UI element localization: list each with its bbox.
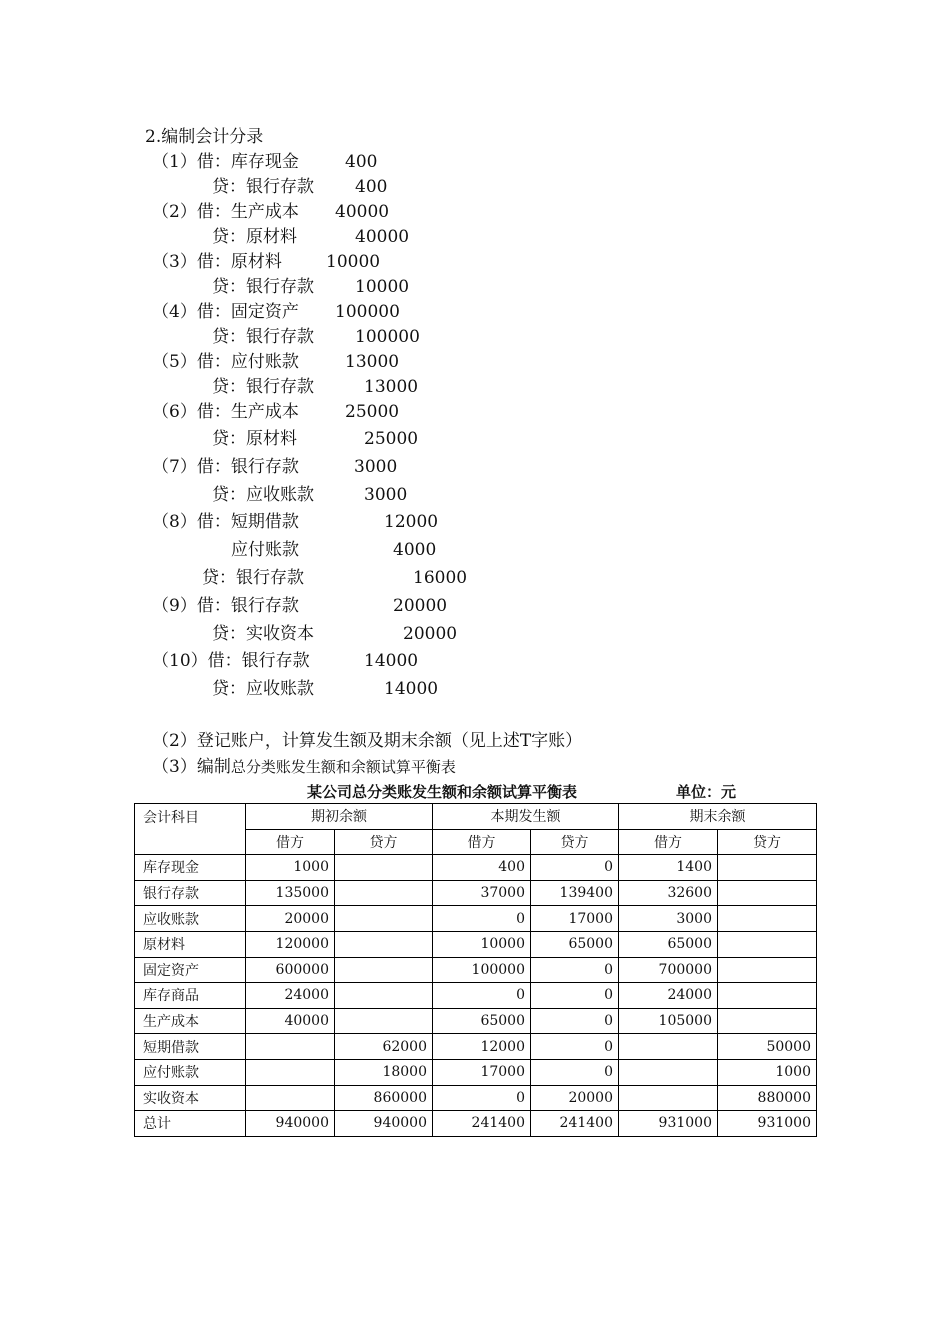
entry-label: 贷：银行存款	[212, 377, 314, 397]
amount-cell: 0	[433, 983, 531, 1009]
entry-label: 贷：原材料	[212, 227, 297, 247]
table-row	[135, 855, 817, 881]
header-opening-balance: 期初余额	[246, 804, 433, 830]
table-row	[135, 931, 817, 957]
entry-label: （6）借：生产成本	[152, 402, 299, 422]
account-name-cell: 原材料	[135, 931, 246, 957]
note-step-3	[152, 756, 456, 778]
account-name-cell: 生产成本	[135, 1008, 246, 1034]
amount-cell: 0	[531, 957, 619, 983]
amount-cell: 400	[433, 855, 531, 881]
entry-amount: 14000	[364, 651, 419, 671]
amount-cell	[718, 906, 817, 932]
table-row	[135, 1059, 817, 1085]
entry-label: （4）借：固定资产	[152, 302, 299, 322]
entry-label: （10）借：银行存款	[152, 651, 310, 671]
amount-cell: 1000	[246, 855, 335, 881]
entry-label: 贷：银行存款	[212, 177, 314, 197]
amount-cell: 880000	[718, 1085, 817, 1111]
amount-cell	[718, 983, 817, 1009]
entry-amount: 14000	[384, 679, 439, 699]
amount-cell	[246, 1034, 335, 1060]
header-debit: 借方	[433, 829, 531, 855]
entry-label: （5）借：应付账款	[152, 352, 299, 372]
amount-cell: 0	[531, 855, 619, 881]
amount-cell: 0	[433, 1085, 531, 1111]
amount-cell: 0	[531, 1059, 619, 1085]
entry-amount: 100000	[355, 327, 420, 347]
amount-cell: 700000	[619, 957, 718, 983]
table-unit: 单位：元	[676, 783, 737, 801]
header-debit: 借方	[246, 829, 335, 855]
entry-label: （3）借：原材料	[152, 252, 282, 272]
table-row	[135, 1085, 817, 1111]
account-name-cell: 总计	[135, 1111, 246, 1137]
account-name-cell: 短期借款	[135, 1034, 246, 1060]
amount-cell	[246, 1085, 335, 1111]
entry-label: 贷：应收账款	[212, 485, 314, 505]
header-subject: 会计科目	[135, 804, 246, 855]
account-name-cell: 应收账款	[135, 906, 246, 932]
amount-cell: 24000	[246, 983, 335, 1009]
entry-amount: 40000	[355, 227, 410, 247]
trial-balance-table	[134, 803, 817, 1137]
amount-cell: 1400	[619, 855, 718, 881]
amount-cell: 940000	[246, 1111, 335, 1137]
entry-amount: 20000	[403, 624, 458, 644]
entry-label: 贷：实收资本	[212, 624, 314, 644]
entry-amount: 20000	[393, 596, 448, 616]
header-closing-balance: 期末余额	[619, 804, 817, 830]
entry-label: 贷：银行存款	[212, 277, 314, 297]
amount-cell: 12000	[433, 1034, 531, 1060]
amount-cell: 24000	[619, 983, 718, 1009]
amount-cell	[335, 957, 433, 983]
note-step-2: （2）登记账户，计算发生额及期末余额（见上述T字账）	[152, 731, 583, 751]
table-row	[135, 1008, 817, 1034]
header-period-amount: 本期发生额	[433, 804, 619, 830]
entry-label: 贷：原材料	[212, 429, 297, 449]
table-row	[135, 1111, 817, 1137]
amount-cell: 860000	[335, 1085, 433, 1111]
entry-amount: 3000	[364, 485, 408, 505]
amount-cell: 0	[531, 1008, 619, 1034]
header-credit: 贷方	[718, 829, 817, 855]
entry-amount: 100000	[335, 302, 400, 322]
entry-label: （8）借：短期借款	[152, 512, 299, 532]
amount-cell: 18000	[335, 1059, 433, 1085]
table-row	[135, 1034, 817, 1060]
entry-label: （9）借：银行存款	[152, 596, 299, 616]
amount-cell: 0	[531, 983, 619, 1009]
amount-cell: 20000	[531, 1085, 619, 1111]
amount-cell	[718, 880, 817, 906]
entry-amount: 10000	[355, 277, 410, 297]
entry-label: 贷：银行存款	[212, 327, 314, 347]
amount-cell	[619, 1059, 718, 1085]
amount-cell	[718, 931, 817, 957]
account-name-cell: 库存商品	[135, 983, 246, 1009]
amount-cell: 65000	[433, 1008, 531, 1034]
entry-label: 应付账款	[231, 540, 299, 560]
header-debit: 借方	[619, 829, 718, 855]
entry-amount: 4000	[393, 540, 437, 560]
note-step-3-prefix: （3）编制	[152, 757, 231, 777]
amount-cell: 65000	[619, 931, 718, 957]
amount-cell: 37000	[433, 880, 531, 906]
amount-cell: 1000	[718, 1059, 817, 1085]
amount-cell: 17000	[433, 1059, 531, 1085]
entry-label: （1）借：库存现金	[152, 152, 299, 172]
entry-label: （2）借：生产成本	[152, 202, 299, 222]
amount-cell: 105000	[619, 1008, 718, 1034]
account-name-cell: 固定资产	[135, 957, 246, 983]
table-row	[135, 957, 817, 983]
amount-cell: 17000	[531, 906, 619, 932]
entry-label: 贷：应收账款	[212, 679, 314, 699]
amount-cell: 241400	[531, 1111, 619, 1137]
header-credit: 贷方	[335, 829, 433, 855]
account-name-cell: 银行存款	[135, 880, 246, 906]
entry-amount: 400	[345, 152, 378, 172]
header-credit: 贷方	[531, 829, 619, 855]
amount-cell: 20000	[246, 906, 335, 932]
account-name-cell: 实收资本	[135, 1085, 246, 1111]
table-title: 某公司总分类账发生额和余额试算平衡表	[307, 783, 578, 801]
amount-cell: 931000	[718, 1111, 817, 1137]
amount-cell	[335, 906, 433, 932]
note-step-3-suffix: 总分类账发生额和余额试算平衡表	[230, 758, 456, 776]
amount-cell	[335, 1008, 433, 1034]
table-body	[135, 855, 817, 1137]
amount-cell	[335, 855, 433, 881]
amount-cell	[619, 1034, 718, 1060]
entry-amount: 3000	[354, 457, 398, 477]
entry-amount: 16000	[413, 568, 468, 588]
amount-cell: 135000	[246, 880, 335, 906]
entry-amount: 12000	[384, 512, 439, 532]
entry-amount: 13000	[345, 352, 400, 372]
amount-cell: 241400	[433, 1111, 531, 1137]
entry-amount: 25000	[345, 402, 400, 422]
amount-cell: 32600	[619, 880, 718, 906]
amount-cell	[335, 931, 433, 957]
amount-cell: 940000	[335, 1111, 433, 1137]
amount-cell: 931000	[619, 1111, 718, 1137]
amount-cell: 600000	[246, 957, 335, 983]
amount-cell	[246, 1059, 335, 1085]
entry-amount: 10000	[326, 252, 381, 272]
amount-cell: 3000	[619, 906, 718, 932]
amount-cell: 0	[531, 1034, 619, 1060]
amount-cell: 120000	[246, 931, 335, 957]
account-name-cell: 应付账款	[135, 1059, 246, 1085]
amount-cell	[335, 983, 433, 1009]
amount-cell: 65000	[531, 931, 619, 957]
amount-cell: 40000	[246, 1008, 335, 1034]
amount-cell: 50000	[718, 1034, 817, 1060]
table-row	[135, 983, 817, 1009]
amount-cell	[718, 957, 817, 983]
amount-cell: 0	[433, 906, 531, 932]
section-heading: 2.编制会计分录	[145, 127, 264, 147]
account-name-cell: 库存现金	[135, 855, 246, 881]
entry-amount: 25000	[364, 429, 419, 449]
entry-amount: 40000	[335, 202, 390, 222]
entry-amount: 13000	[364, 377, 419, 397]
amount-cell	[718, 1008, 817, 1034]
table-row	[135, 880, 817, 906]
amount-cell: 62000	[335, 1034, 433, 1060]
entry-amount: 400	[355, 177, 388, 197]
amount-cell: 10000	[433, 931, 531, 957]
amount-cell: 139400	[531, 880, 619, 906]
amount-cell: 100000	[433, 957, 531, 983]
table-header-row	[135, 804, 817, 830]
amount-cell	[335, 880, 433, 906]
table-row	[135, 906, 817, 932]
amount-cell	[619, 1085, 718, 1111]
entry-label: 贷：银行存款	[202, 568, 304, 588]
entry-label: （7）借：银行存款	[152, 457, 299, 477]
amount-cell	[718, 855, 817, 881]
